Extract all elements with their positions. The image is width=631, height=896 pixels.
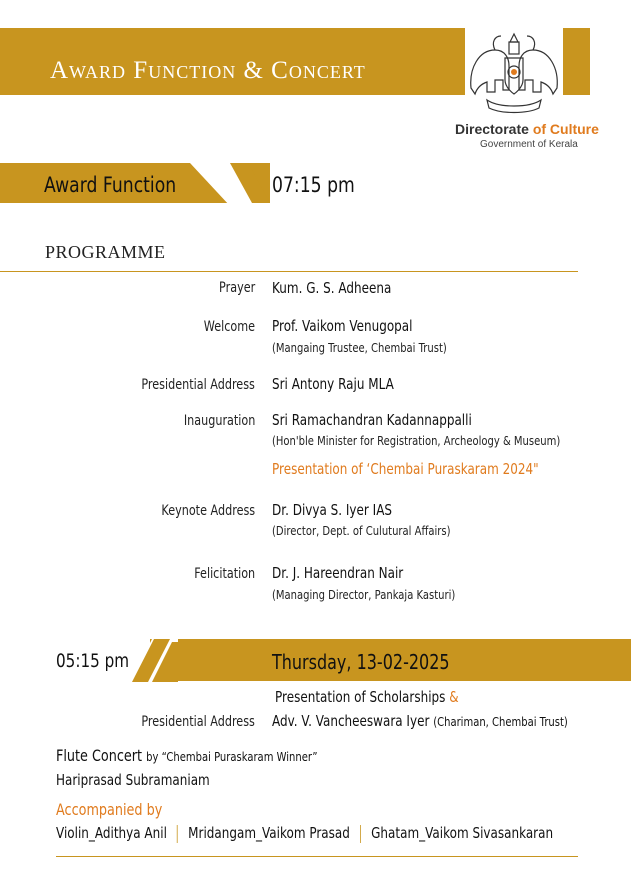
flute-concert-title: Flute Concert by “Chembai Puraskaram Winner” bbox=[56, 746, 318, 765]
bottom-divider bbox=[56, 856, 578, 857]
concert-presidential-name: Adv. V. Vancheeswara Iyer (Chariman, Chembai Trust) bbox=[272, 712, 568, 730]
keynote-sub: (Director, Dept. of Culutural Affairs) bbox=[272, 523, 451, 538]
inauguration-name: Sri Ramachandran Kadannappalli bbox=[272, 411, 472, 429]
accompanied-heading: Accompanied by bbox=[56, 800, 163, 819]
award-title: Award Function bbox=[44, 173, 177, 197]
org-name: Directorate of Culture bbox=[455, 121, 599, 137]
kerala-state-emblem-icon bbox=[465, 28, 563, 118]
concert-time: 05:15 pm bbox=[56, 650, 130, 672]
felicitation-sub: (Managing Director, Pankaja Kasturi) bbox=[272, 587, 456, 602]
accompanist: Ghatam_Vaikom Sivasankaran bbox=[371, 824, 554, 842]
concert-date: Thursday, 13-02-2025 bbox=[272, 650, 450, 674]
accompanist: Mridangam_Vaikom Prasad bbox=[188, 824, 350, 842]
welcome-label: Welcome bbox=[203, 319, 255, 335]
felicitation-label: Felicitation bbox=[194, 566, 255, 582]
welcome-sub: (Mangaing Trustee, Chembai Trust) bbox=[272, 340, 447, 355]
divider bbox=[0, 271, 578, 272]
inauguration-label: Inauguration bbox=[183, 413, 255, 429]
prayer-name: Kum. G. S. Adheena bbox=[272, 279, 392, 297]
org-subtitle: Government of Kerala bbox=[480, 139, 578, 150]
concert-presidential-label: Presidential Address bbox=[141, 714, 255, 730]
separator bbox=[177, 825, 178, 843]
award-band-slash bbox=[190, 160, 270, 206]
accompanist: Violin_Adithya Anil bbox=[56, 824, 167, 842]
programme-heading: PROGRAMME bbox=[45, 242, 166, 262]
award-time: 07:15 pm bbox=[272, 173, 355, 197]
separator bbox=[360, 825, 361, 843]
event-title: Award Function & Concert bbox=[50, 57, 366, 84]
date-band-slash bbox=[130, 636, 178, 684]
keynote-label: Keynote Address bbox=[161, 503, 255, 519]
presidential-name: Sri Antony Raju MLA bbox=[272, 375, 394, 393]
keynote-name: Dr. Divya S. Iyer IAS bbox=[272, 501, 393, 519]
accompanists-line bbox=[56, 824, 553, 843]
artist-name: Hariprasad Subramaniam bbox=[56, 771, 210, 789]
felicitation-name: Dr. J. Hareendran Nair bbox=[272, 564, 404, 582]
inauguration-sub: (Hon'ble Minister for Registration, Archeology & Museum) bbox=[272, 433, 561, 448]
welcome-name: Prof. Vaikom Venugopal bbox=[272, 317, 413, 335]
scholarship-line: Presentation of Scholarships & bbox=[275, 688, 459, 706]
prayer-label: Prayer bbox=[218, 280, 255, 296]
presidential-label: Presidential Address bbox=[141, 377, 255, 393]
presentation-text: Presentation of ‘Chembai Puraskaram 2024" bbox=[272, 460, 539, 478]
